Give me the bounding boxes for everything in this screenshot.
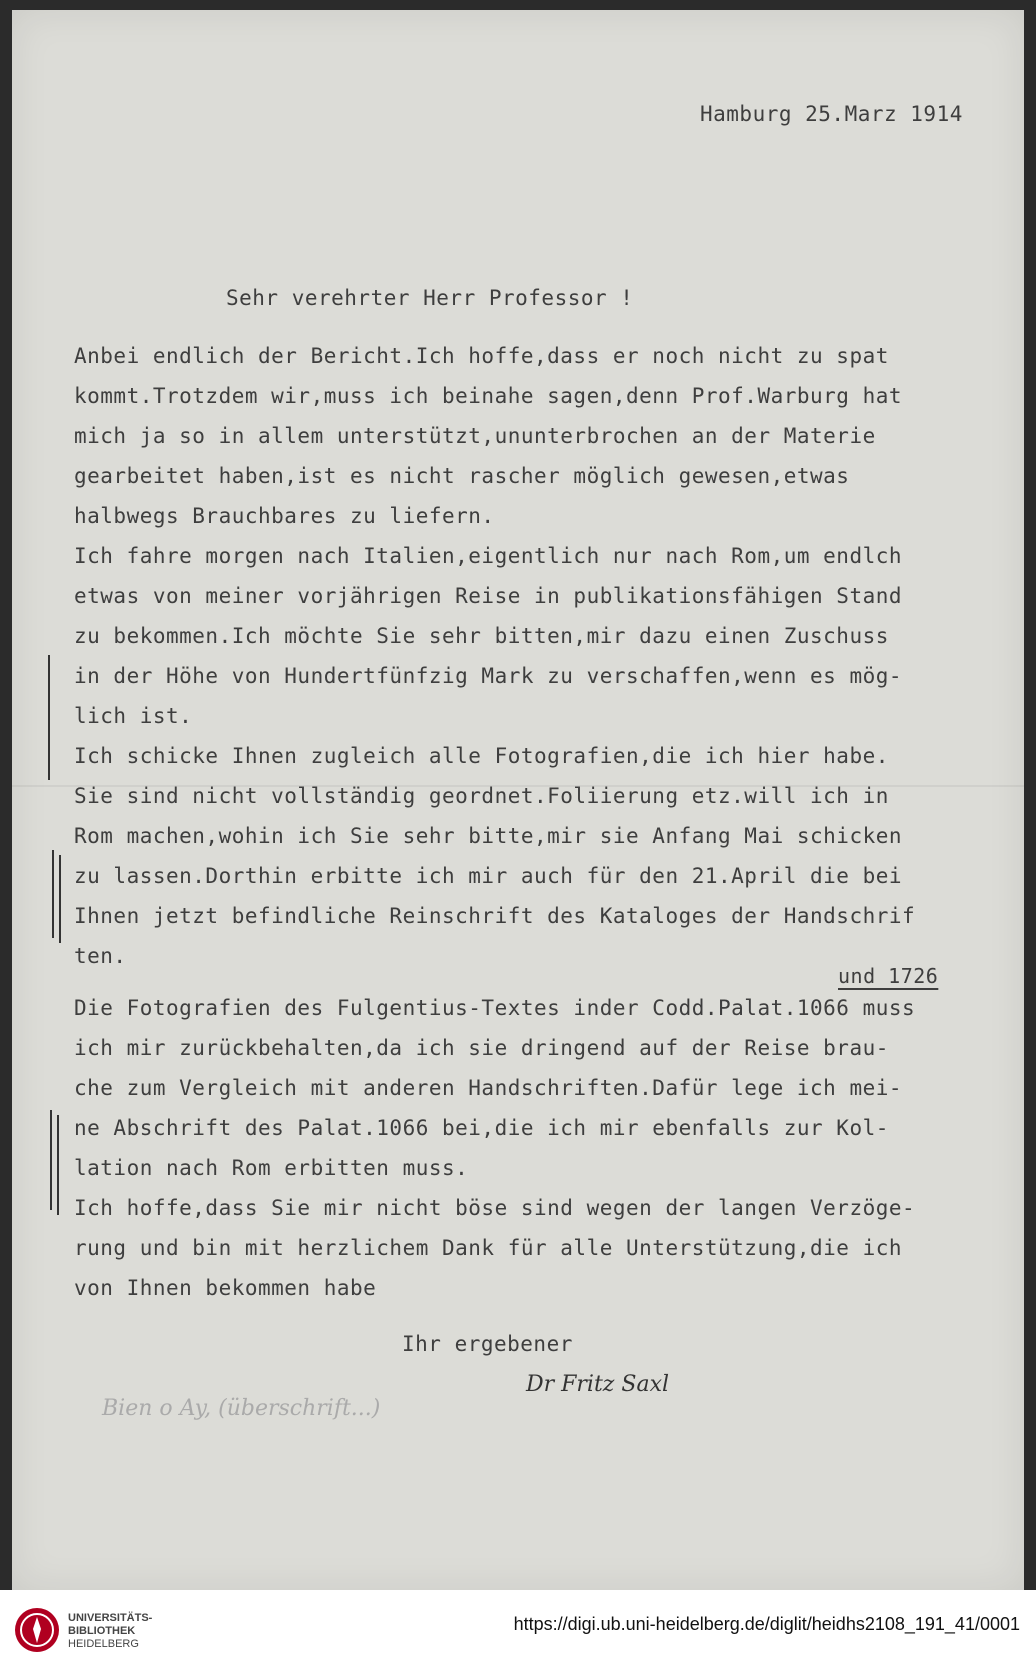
body-line: Ihnen jetzt befindliche Reinschrift des Kataloges der Handschrif [74, 904, 916, 928]
library-line: BIBLIOTHEK [68, 1625, 136, 1637]
body-line: ten. [74, 944, 127, 968]
body-line: ich mir zurückbehalten,da ich sie dringend auf der Reise brau- [74, 1036, 889, 1060]
body-line: zu lassen.Dorthin erbitte ich mir auch für den 21.April die bei [74, 864, 903, 888]
body-line: lation nach Rom erbitten muss. [74, 1156, 469, 1180]
library-name [68, 1612, 152, 1651]
body-line: zu bekommen.Ich möchte Sie sehr bitten,mir dazu einen Zuschuss [74, 624, 889, 648]
page-footer [0, 1590, 1036, 1664]
body-line: Anbei endlich der Bericht.Ich hoffe,dass er noch nicht zu spat [74, 344, 889, 368]
body-line: Ich schicke Ihnen zugleich alle Fotografien,die ich hier habe. [74, 744, 889, 768]
library-line: HEIDELBERG [68, 1638, 139, 1650]
signature: Dr Fritz Saxl [526, 1372, 670, 1397]
body-line: Rom machen,wohin ich Sie sehr bitte,mir sie Anfang Mai schicken [74, 824, 903, 848]
letter-page [12, 10, 1024, 1590]
body-line: rung und bin mit herzlichem Dank für alle Unterstützung,die ich [74, 1236, 903, 1260]
library-line: UNIVERSITÄTS- [68, 1612, 153, 1624]
body-line: ne Abschrift des Palat.1066 bei,die ich mir ebenfalls zur Kol- [74, 1116, 889, 1140]
body-line: halbwegs Brauchbares zu liefern. [74, 504, 495, 528]
body-line: in der Höhe von Hundertfünfzig Mark zu verschaffen,wenn es mög- [74, 664, 903, 688]
margin-mark-line [59, 855, 61, 943]
body-line: Ich hoffe,dass Sie mir nicht böse sind wegen der langen Verzöge- [74, 1196, 916, 1220]
body-line: lich ist. [74, 704, 193, 728]
closing: Ihr ergebener [402, 1332, 573, 1356]
margin-mark-line [50, 1110, 52, 1210]
permalink-url[interactable]: https://digi.ub.uni-heidelberg.de/diglit/heidhs2108_191_41/0001 [513, 1614, 1020, 1634]
university-seal-icon [14, 1607, 60, 1653]
body-line: von Ihnen bekommen habe [74, 1276, 377, 1300]
date-line: Hamburg 25.Marz 1914 [700, 102, 963, 126]
body-line: etwas von meiner vorjährigen Reise in publikationsfähigen Stand [74, 584, 903, 608]
body-line: mich ja so in allem unterstützt,ununterbrochen an der Materie [74, 424, 876, 448]
margin-mark-line [48, 655, 50, 780]
salutation: Sehr verehrter Herr Professor ! [226, 286, 634, 310]
margin-mark-line [52, 850, 54, 938]
body-line: gearbeitet haben,ist es nicht rascher möglich gewesen,etwas [74, 464, 850, 488]
body-line: Ich fahre morgen nach Italien,eigentlich nur nach Rom,um endlch [74, 544, 903, 568]
body-line: kommt.Trotzdem wir,muss ich beinahe sagen,denn Prof.Warburg hat [74, 384, 903, 408]
body-line: che zum Vergleich mit anderen Handschriften.Dafür lege ich mei- [74, 1076, 903, 1100]
handwritten-insertion: und 1726 [838, 964, 939, 988]
body-line: Sie sind nicht vollständig geordnet.Foliierung etz.will ich in [74, 784, 889, 808]
body-line: Die Fotografien des Fulgentius-Textes inder Codd.Palat.1066 muss [74, 996, 916, 1020]
margin-mark-line [57, 1115, 59, 1215]
pencil-annotation: Bien o Ay, (überschrift...) [102, 1396, 381, 1421]
